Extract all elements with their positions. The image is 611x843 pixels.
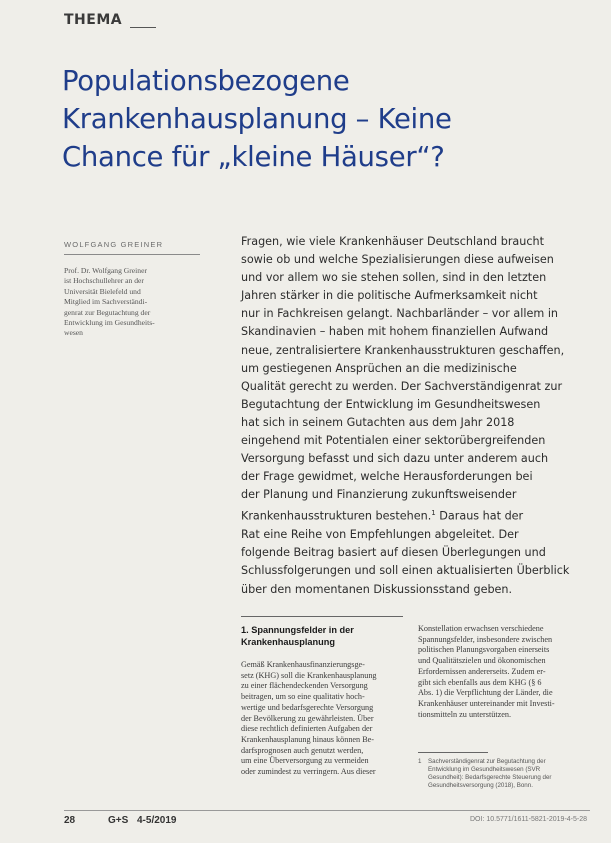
section-heading — [241, 624, 406, 648]
body-line: Krankenhausplanung hinaus können Be- — [241, 734, 375, 744]
lead-line: der Planung und Finanzierung zukunftsweisender — [241, 488, 517, 502]
heading-line: 1. Spannungsfelder in der — [241, 625, 354, 635]
footnote-line: Gesundheitsversorgung (2018), Bonn. — [428, 782, 533, 789]
lead-line: Skandinavien – haben mit hohem finanziellen Aufwand — [241, 325, 549, 339]
body-line: um eine Überversorgung zu vermeiden — [241, 756, 369, 766]
body-line: Konstellation erwachsen verschiedene — [418, 624, 544, 633]
bio-line: ist Hochschullehrer an der — [64, 276, 144, 286]
footnote-line: Sachverständigenrat zur Begutachtung der — [428, 758, 546, 765]
lead-line: Begutachtung der Entwicklung im Gesundheitswesen — [241, 397, 541, 411]
lead-line: folgende Beitrag basiert auf diesen Überlegungen und — [241, 546, 546, 560]
title-line: Krankenhausplanung – Keine — [62, 103, 452, 135]
lead-line: der Frage gewidmet, welche Herausforderungen bei — [241, 470, 533, 484]
body-line: diese rechtlich definierten Aufgaben der — [241, 724, 373, 734]
body-line: beitragen, um so eine qualitativ hoch- — [241, 692, 365, 702]
body-line: Erfordernissen andererseits. Zudem er- — [418, 666, 546, 676]
body-line: darfsprognosen auch genutzt werden, — [241, 745, 364, 755]
section-label: THEMA — [64, 12, 123, 28]
author-bio — [64, 266, 204, 339]
body-column-left — [241, 660, 407, 778]
bio-line: Universität Bielefeld und — [64, 286, 141, 296]
title-line: Chance für „kleine Häuser“? — [62, 141, 445, 173]
footnote-line: Gesundheit): Bedarfsgerechte Steuerung der — [428, 774, 552, 781]
bio-line: genrat zur Begutachtung der — [64, 307, 151, 317]
doi[interactable]: DOI: 10.5771/1611-5821-2019-4-5-28 — [470, 816, 588, 823]
lead-line: um gestiegenen Ansprüchen an die medizinische — [241, 361, 517, 375]
body-line: oder zumindest zu verringern. Aus dieser — [241, 767, 376, 777]
author-divider — [64, 254, 200, 255]
lead-line: Schlussfolgerungen und soll einen aktualisierten Überblick — [241, 564, 570, 578]
lead-line: und vor allem wo sie stehen sollen, sind in den letzten — [241, 271, 547, 285]
bio-line: Prof. Dr. Wolfgang Greiner — [64, 266, 147, 275]
body-line: der Bevölkerung zu gewährleisten. Über — [241, 713, 374, 723]
article-title — [62, 62, 562, 176]
lead-line: eingehend mit Potentialen einer sektorübergreifenden — [241, 434, 546, 448]
title-line: Populationsbezogene — [62, 65, 350, 97]
lead-line: neue, zentralisiertere Krankenhausstrukturen geschaffen, — [241, 343, 565, 357]
bio-line: Entwicklung im Gesundheits- — [64, 318, 155, 328]
lead-line: Fragen, wie viele Krankenhäuser Deutschland braucht — [241, 235, 544, 248]
author-name: WOLFGANG GREINER — [64, 240, 164, 249]
body-line: und Qualitätszielen und ökonomischen — [418, 656, 546, 666]
lead-paragraph — [241, 233, 591, 599]
lead-line: Rat eine Reihe von Empfehlungen abgeleitet. Der — [241, 528, 519, 542]
lead-line-text: Krankenhausstrukturen bestehen. — [241, 510, 432, 524]
footnote — [418, 758, 588, 790]
lead-line: über den momentanen Diskussionsstand geben. — [241, 582, 513, 596]
body-line: gibt sich ebenfalls aus dem KHG (§ 6 — [418, 677, 542, 687]
body-line: Abs. 1) die Verpflichtung der Länder, die — [418, 688, 553, 698]
lead-line: Versorgung befasst und sich dazu unter anderem auch — [241, 452, 549, 466]
body-line: Spannungsfelder, insbesondere zwischen — [418, 634, 553, 644]
body-line: Krankenhäuser untereinander mit Investi- — [418, 698, 555, 708]
footer-divider — [64, 810, 590, 811]
section-heading-rule — [241, 616, 403, 617]
body-column-right — [418, 624, 584, 720]
section-label-rule — [130, 27, 156, 28]
lead-line: Jahren stärker in die politische Aufmerksamkeit nicht — [241, 289, 538, 303]
lead-line-tail: Daraus hat der — [435, 510, 524, 524]
lead-line: sowie ob und welche Spezialisierungen diese aufweisen — [241, 253, 554, 267]
body-line: zu einer flächendeckenden Versorgung — [241, 681, 368, 691]
footnote-number: 1 — [418, 758, 422, 765]
body-line: politischen Planungsvorgaben einerseits — [418, 645, 550, 655]
issue-number: 4-5/2019 — [137, 815, 177, 826]
journal-name: G+S — [108, 815, 129, 826]
footnote-line: Entwicklung im Gesundheitswesen (SVR — [428, 766, 541, 773]
lead-line: hat sich in seinem Gutachten aus dem Jahr 2018 — [241, 415, 515, 429]
bio-line: Mitglied im Sachverständi- — [64, 297, 148, 307]
body-line: Gemäß Krankenhausfinanzierungsge- — [241, 660, 365, 669]
lead-line: nur in Fachkreisen gelangt. Nachbarländer – vor allem in — [241, 307, 559, 321]
body-line: tionsmitteln zu unterstützen. — [418, 709, 512, 719]
lead-line — [241, 504, 591, 526]
heading-line: Krankenhausplanung — [241, 637, 335, 647]
body-line: wertige und bedarfsgerechte Versorgung — [241, 702, 374, 712]
lead-line: Qualität gerecht zu werden. Der Sachverständigenrat zur — [241, 379, 563, 393]
footnote-divider — [418, 752, 488, 753]
footnote-ref[interactable]: 1 — [431, 509, 436, 518]
bio-line: wesen — [64, 328, 83, 338]
page-number: 28 — [64, 815, 76, 826]
body-line: setz (KHG) soll die Krankenhausplanung — [241, 670, 377, 680]
